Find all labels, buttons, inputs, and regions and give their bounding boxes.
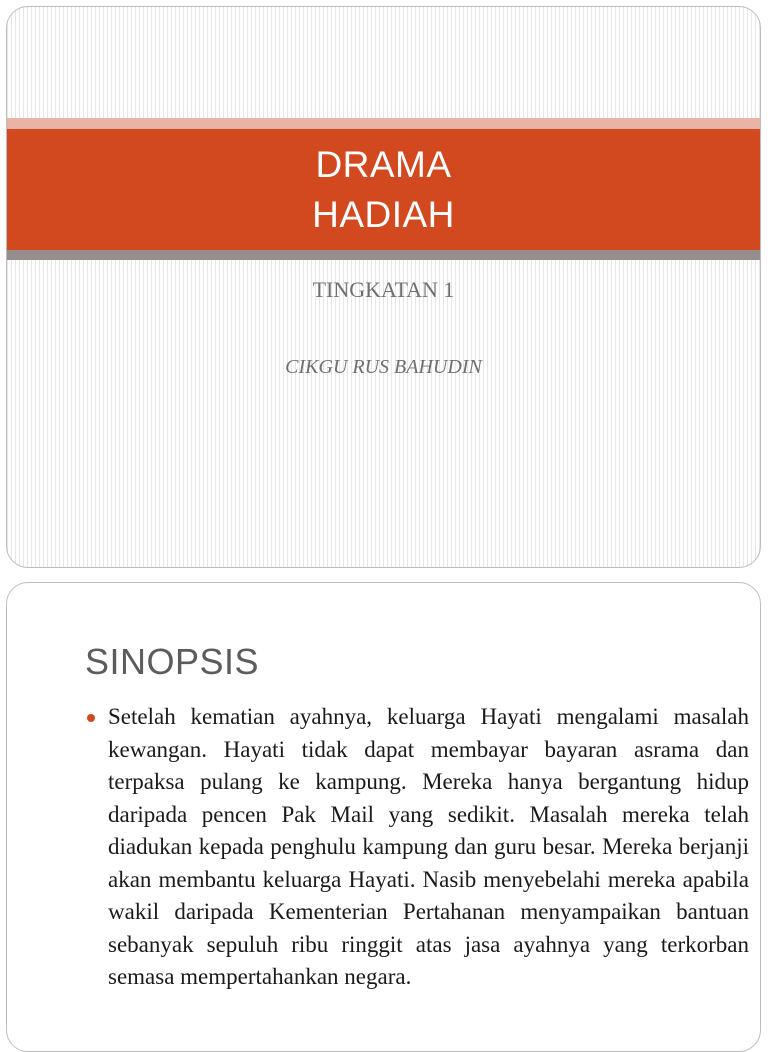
synopsis-slide — [6, 582, 761, 1052]
title-band-top-stripe — [7, 118, 760, 129]
title-band — [7, 129, 760, 250]
bullet-item — [87, 701, 749, 994]
slide-subtitle: TINGKATAN 1 — [312, 277, 455, 302]
bullet-text: Setelah kematian ayahnya, keluarga Hayati mengalami masalah kewangan. Hayati tidak dapat membayar bayaran asrama dan terpaksa pulang ke kampung. Mereka hanya bergantung hidup daripada pencen Pak Mail yang sedikit. Masalah mereka telah diadukan kepada penghulu kampung dan guru besar. Mereka berjanji akan membantu keluarga Hayati. Nasib menyebelahi mereka apabila wakil daripada Kementerian Pertahanan menyampaikan bantuan sebanyak sepuluh ribu ringgit atas jasa ayahnya yang terkorban semasa mempertahankan negara. — [108, 704, 749, 989]
title-line-2: HADIAH — [312, 193, 455, 235]
synopsis-heading: SINOPSIS — [85, 641, 260, 682]
slide-author: CIKGU RUS BAHUDIN — [285, 356, 482, 378]
title-line-1: DRAMA — [315, 143, 452, 185]
bullet-dot-icon — [87, 714, 95, 722]
title-slide — [6, 6, 761, 568]
title-band-bottom-stripe — [7, 250, 760, 260]
